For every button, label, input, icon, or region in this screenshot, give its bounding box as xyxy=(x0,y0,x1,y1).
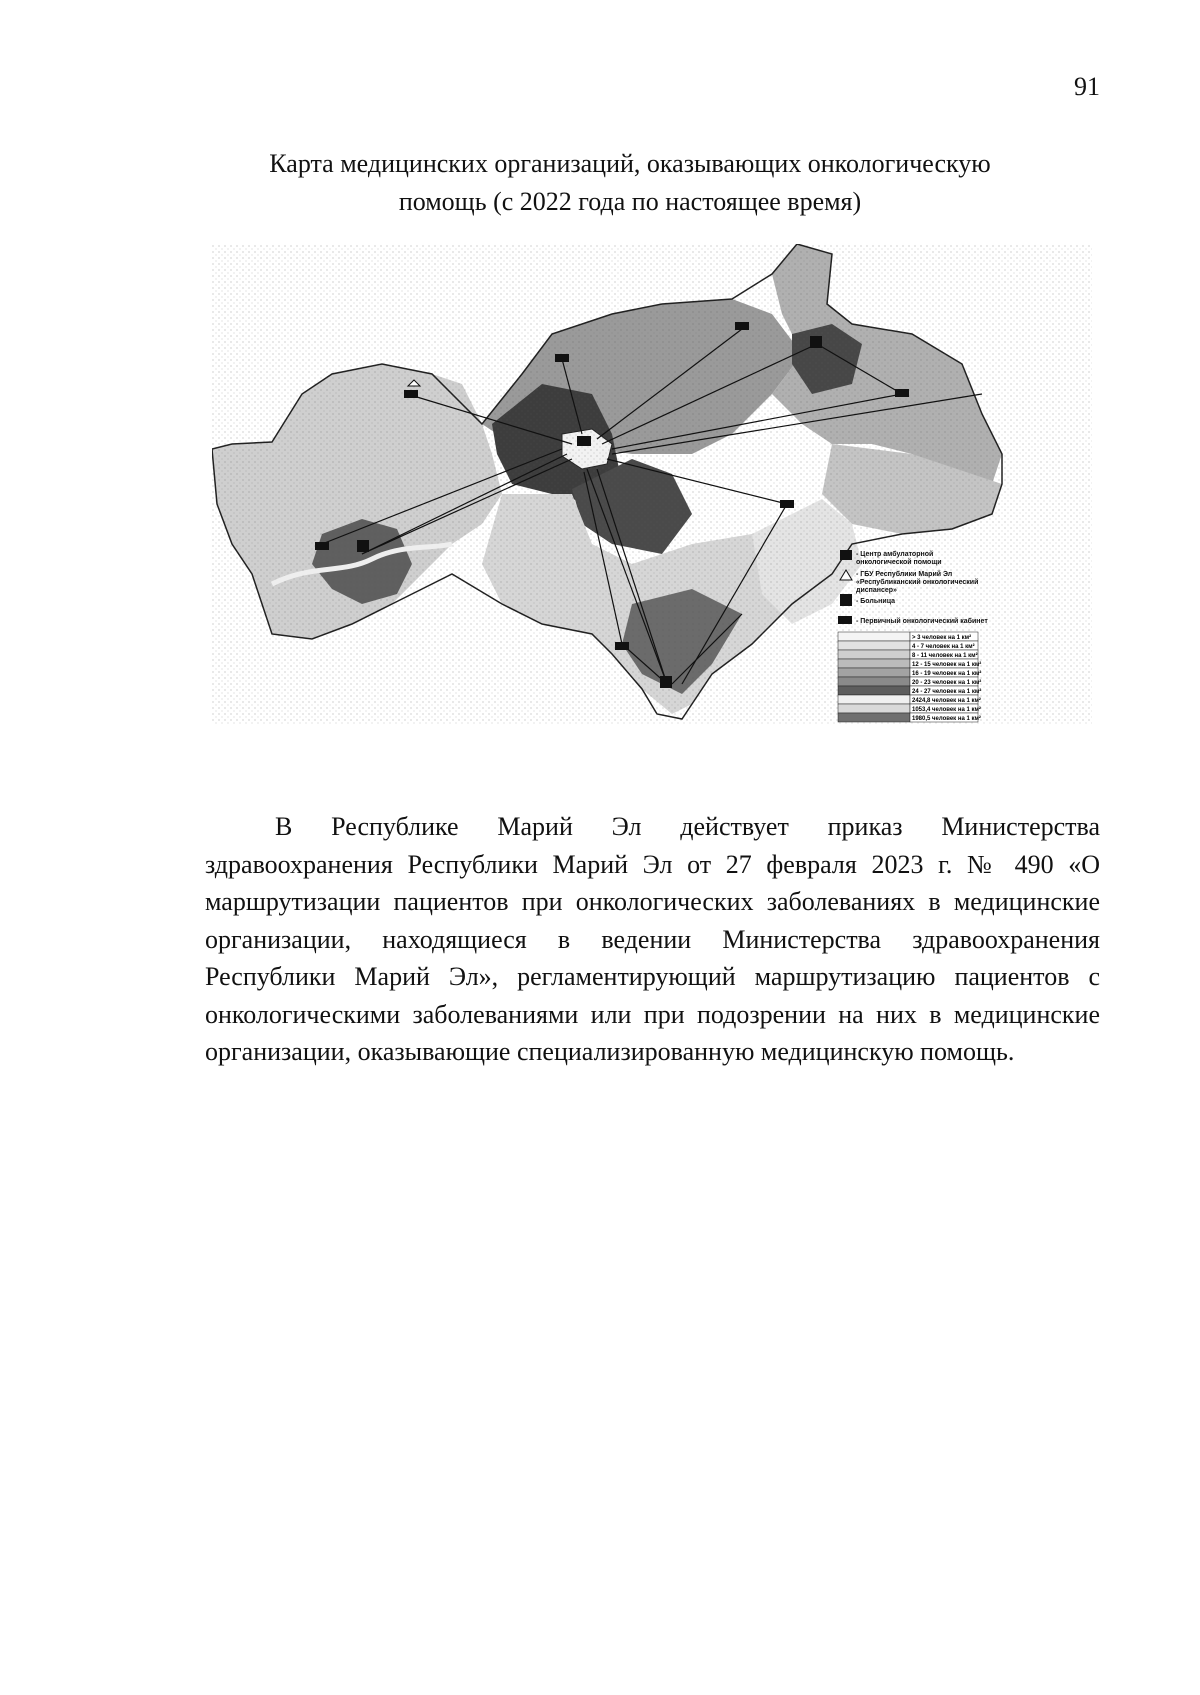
density-label: 1053,4 человек на 1 км² xyxy=(912,707,981,713)
hospital-icon xyxy=(840,594,852,606)
dispensary-marker xyxy=(577,436,591,446)
cabinet-marker xyxy=(555,354,569,362)
density-label: > 3 человек на 1 км² xyxy=(912,635,972,641)
density-label: 16 - 19 человек на 1 км² xyxy=(912,671,982,677)
cabinet-marker xyxy=(780,500,794,508)
hospital-marker xyxy=(660,676,672,688)
legend-item-2-line-3: диспансер» xyxy=(856,587,897,594)
density-swatch xyxy=(838,695,910,704)
density-swatch xyxy=(838,677,910,686)
density-label: 20 - 23 человек на 1 км² xyxy=(912,680,982,686)
page-title xyxy=(200,145,1060,221)
legend-item-1-line-1: - Центр амбулаторной xyxy=(856,551,934,558)
legend-item-2-line-2: «Республиканский онкологический xyxy=(856,579,979,586)
title-line-2: помощь (с 2022 года по настоящее время) xyxy=(398,187,862,216)
cabinet-marker xyxy=(735,322,749,330)
map-svg xyxy=(212,244,1092,784)
hospital-marker xyxy=(810,336,822,348)
cabinet-marker xyxy=(895,389,909,397)
primary-cabinet-icon xyxy=(838,616,852,624)
density-swatch xyxy=(838,659,910,668)
density-label: 24 - 27 человек на 1 км² xyxy=(912,689,982,695)
density-swatch xyxy=(838,704,910,713)
density-label: 12 - 15 человек на 1 км² xyxy=(912,662,982,668)
cabinet-marker xyxy=(615,642,629,650)
hospital-marker xyxy=(357,540,369,552)
density-swatch xyxy=(838,650,910,659)
density-swatch xyxy=(838,632,910,641)
legend-item-2-line-1: - ГБУ Республики Марий Эл xyxy=(856,571,953,578)
density-label: 1980,5 человек на 1 км² xyxy=(912,716,981,722)
center-ambulatory-icon xyxy=(840,550,852,560)
page-number: 91 xyxy=(1074,72,1100,101)
legend-item-1-line-2: онкологической помощи xyxy=(856,559,942,566)
density-label: 4 - 7 человек на 1 км² xyxy=(912,644,975,650)
cabinet-marker xyxy=(404,390,418,398)
density-swatch xyxy=(838,713,910,722)
density-swatch xyxy=(838,641,910,650)
density-label: 8 - 11 человек на 1 км² xyxy=(912,653,978,659)
density-label: 2424,8 человек на 1 км² xyxy=(912,698,981,704)
oncology-map xyxy=(212,244,1092,784)
cabinet-marker xyxy=(315,542,329,550)
title-line-1: Карта медицинских организаций, оказывающих онкологическую xyxy=(269,149,991,178)
legend-item-3-label: - Больница xyxy=(856,598,895,605)
density-legend-table xyxy=(838,632,981,722)
density-swatch xyxy=(838,668,910,677)
legend-item-4-label: - Первичный онкологический кабинет xyxy=(856,618,988,625)
density-swatch xyxy=(838,686,910,695)
body-paragraph: В Республике Марий Эл действует приказ Министерства здравоохранения Республики Марий Эл от 27 февраля 2023 г. № 490 «О маршрутизации пациентов при онкологических заболеваниях в медицинские организации, находящиеся в ведении Министерства здравоохранения Республики Марий Эл», регламентирующий маршрутизацию пациентов с онкологическими заболеваниями или при подозрении на них в медицинские организации, оказывающие специализированную медицинскую помощь. xyxy=(205,812,1100,1066)
